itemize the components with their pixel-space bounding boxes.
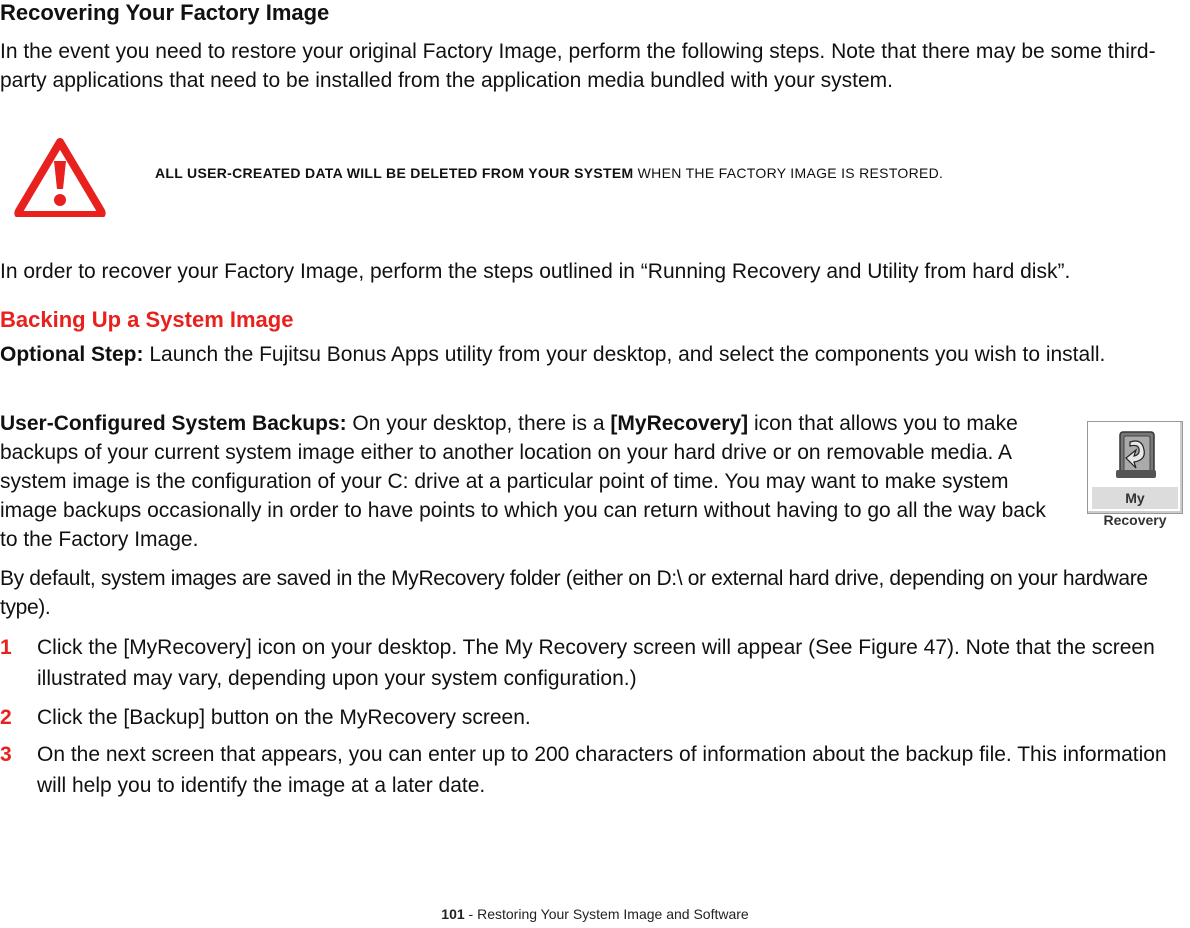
step-number: 3 — [0, 743, 12, 766]
step-text: Click the [MyRecovery] icon on your desktop. The My Recovery screen will appear (See Figure 47). Note that the screen illustrated may vary, depending upon your system configuration.) — [37, 636, 1155, 690]
user-configured-paragraph — [0, 409, 1058, 554]
user-configured-label: User-Configured System Backups: — [0, 412, 347, 435]
page-heading: Recovering Your Factory Image — [0, 0, 330, 25]
my-recovery-desktop-icon[interactable] — [1087, 421, 1183, 528]
footer-page-number: 101 — [441, 906, 465, 922]
intro-paragraph: In the event you need to restore your original Factory Image, perform the following steps. Note that there may be some third-party applications that need to be installed from the application media bundled with your system. — [0, 40, 1156, 92]
myrecovery-bracket-label: [MyRecovery] — [610, 412, 749, 435]
user-configured-text-before: On your desktop, there is a — [346, 412, 611, 435]
warning-bold-text: ALL USER-CREATED DATA WILL BE DELETED FROM YOUR SYSTEM — [155, 165, 634, 181]
warning-triangle-icon — [14, 137, 106, 217]
my-recovery-icon — [1112, 428, 1160, 484]
optional-step-text: Launch the Fujitsu Bonus Apps utility from your desktop, and select the components you wish to install. — [143, 343, 1106, 366]
section-heading: Backing Up a System Image — [0, 307, 294, 332]
optional-step-paragraph — [0, 340, 1180, 369]
warning-text — [155, 162, 943, 184]
default-location-paragraph: By default, system images are saved in the MyRecovery folder (either on D:\ or external hard drive, depending on your hardware type). — [0, 567, 1148, 619]
recover-paragraph: In order to recover your Factory Image, perform the steps outlined in “Running Recovery and Utility from hard disk”. — [0, 260, 1071, 283]
footer-text: - Restoring Your System Image and Software — [464, 906, 749, 922]
user-configured-text-after: icon that allows you to make backups of your current system image either to another location on your hard drive or on removable media. A system image is the configuration of your C: drive at a particular point of time. You may want to make system image backups occasionally in order to have points to which you can return without having to go all the way back to the Factory Image. — [0, 412, 1046, 551]
step-number: 2 — [0, 706, 12, 729]
step-number: 1 — [0, 636, 12, 659]
my-recovery-icon-label: My Recovery — [1092, 487, 1178, 509]
page-footer — [0, 906, 1190, 922]
step-text: Click the [Backup] button on the MyRecovery screen. — [37, 706, 531, 729]
warning-rest-text: WHEN THE FACTORY IMAGE IS RESTORED. — [633, 165, 944, 181]
step-text: On the next screen that appears, you can enter up to 200 characters of information about the backup file. This information will help you to identify the image at a later date. — [37, 743, 1167, 797]
optional-step-label: Optional Step: — [0, 343, 144, 366]
